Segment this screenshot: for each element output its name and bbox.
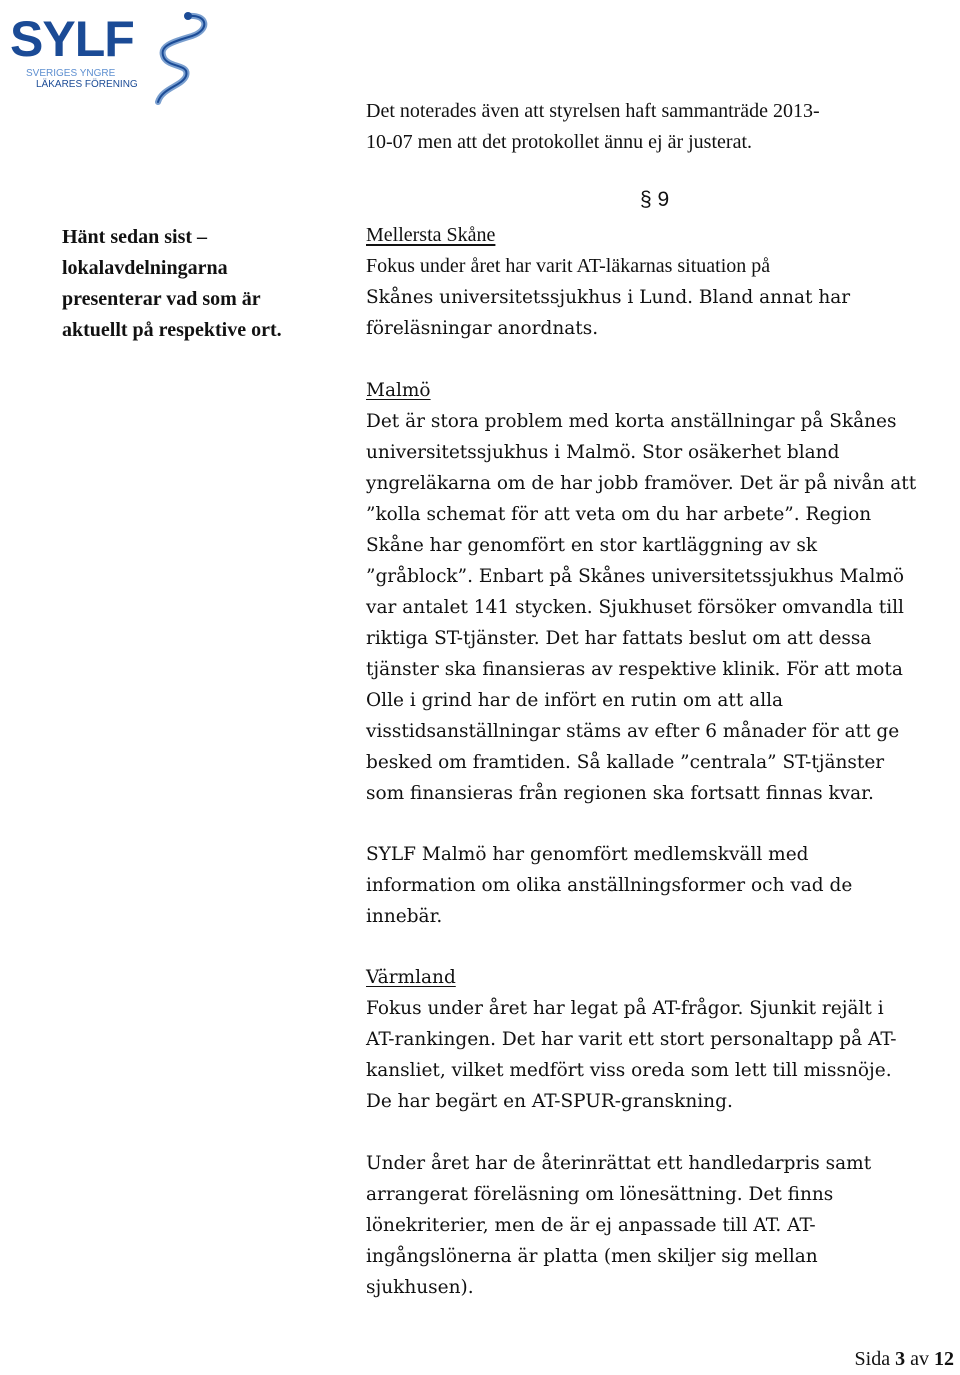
page-footer	[855, 1348, 954, 1371]
varmland-line: De har begärt en AT-SPUR-granskning.	[366, 1091, 733, 1112]
sidebar-line: Hänt sedan sist –	[62, 226, 208, 248]
section-number	[640, 188, 669, 212]
logo-wordmark: SYLF	[10, 11, 134, 67]
varmland-line: Fokus under året har legat på AT-frågor. Sjunkit rejält i	[366, 998, 884, 1019]
intro-line: Det noterades även att styrelsen haft sammanträde 2013-	[366, 100, 820, 122]
malmo-line: riktiga ST-tjänster. Det har fattats beslut om att dessa	[366, 628, 872, 649]
mellersta-heading: Mellersta Skåne	[366, 224, 496, 246]
malmo-line: var antalet 141 stycken. Sjukhuset försöker omvandla till	[366, 597, 904, 618]
varmland-paragraph-2	[366, 1148, 956, 1303]
malmo-heading: Malmö	[366, 380, 431, 401]
footer-prefix: Sida	[854, 1348, 891, 1370]
varmland-line: ingångslönerna är platta (men skiljer sig mellan	[366, 1246, 818, 1267]
malmo-line: yngreläkarna om de har jobb framöver. Det är på nivån att	[366, 473, 917, 494]
malmo-line: universitetssjukhus i Malmö. Stor osäkerhet bland	[366, 442, 840, 463]
snake-staff-icon	[128, 6, 208, 106]
mellersta-line: Skånes universitetssjukhus i Lund. Bland annat har	[366, 287, 851, 308]
intro-paragraph	[366, 96, 956, 158]
sidebar-line: presenterar vad som är	[62, 288, 261, 310]
logo-tagline-line1: SVERIGES YNGRE	[26, 68, 116, 79]
mellersta-section	[366, 220, 956, 344]
malmo-line: ”kolla schemat för att veta om du har arbete”. Region	[366, 504, 872, 525]
section-symbol: §	[640, 188, 652, 211]
malmo-line: tjänster ska finansieras av respektive klinik. För att mota	[366, 659, 903, 680]
malmo-line: Olle i grind har de infört en rutin om att alla	[366, 690, 784, 711]
malmo-line: Det är stora problem med korta anställningar på Skånes	[366, 411, 897, 432]
sidebar-line: aktuellt på respektive ort.	[62, 319, 282, 341]
malmo-line: Skåne har genomfört en stor kartläggning av sk	[366, 535, 818, 556]
sylf-logo	[8, 4, 208, 104]
malmo-line: SYLF Malmö har genomfört medlemskväll med	[366, 844, 809, 865]
sidebar-note	[62, 222, 342, 346]
malmo-line: ”gråblock”. Enbart på Skånes universitetssjukhus Malmö	[366, 566, 905, 587]
varmland-line: AT-rankingen. Det har varit ett stort personaltapp på AT-	[366, 1029, 897, 1050]
malmo-paragraph-2	[366, 839, 956, 932]
section-value: 9	[657, 188, 670, 211]
footer-page: 3	[895, 1348, 906, 1370]
logo-tagline-line2: LÄKARES FÖRENING	[36, 79, 138, 90]
malmo-line: innebär.	[366, 906, 443, 927]
varmland-line: arrangerat föreläsning om lönesättning. Det finns	[366, 1184, 834, 1205]
varmland-line: Under året har de återinrättat ett handledarpris samt	[366, 1153, 872, 1174]
malmo-line: besked om framtiden. Så kallade ”centrala” ST-tjänster	[366, 752, 885, 773]
varmland-heading: Värmland	[366, 967, 456, 988]
malmo-line: som finansieras från regionen ska fortsatt finnas kvar.	[366, 783, 874, 804]
varmland-line: kansliet, vilket medfört viss oreda som lett till missnöje.	[366, 1060, 892, 1081]
mellersta-line: föreläsningar anordnats.	[366, 318, 599, 339]
varmland-line: sjukhusen).	[366, 1277, 474, 1298]
malmo-section	[366, 375, 956, 809]
intro-line: 10-07 men att det protokollet ännu ej är justerat.	[366, 131, 752, 153]
malmo-line: visstidsanställningar stäms av efter 6 månader för att ge	[366, 721, 900, 742]
sidebar-line: lokalavdelningarna	[62, 257, 228, 279]
varmland-section	[366, 962, 956, 1117]
mellersta-line: Fokus under året har varit AT-läkarnas situation på	[366, 255, 771, 277]
malmo-line: information om olika anställningsformer och vad de	[366, 875, 853, 896]
footer-of: av	[910, 1348, 929, 1370]
logo-tagline	[26, 68, 138, 90]
footer-total: 12	[934, 1348, 954, 1370]
varmland-line: lönekriterier, men de är ej anpassade till AT. AT-	[366, 1215, 816, 1236]
